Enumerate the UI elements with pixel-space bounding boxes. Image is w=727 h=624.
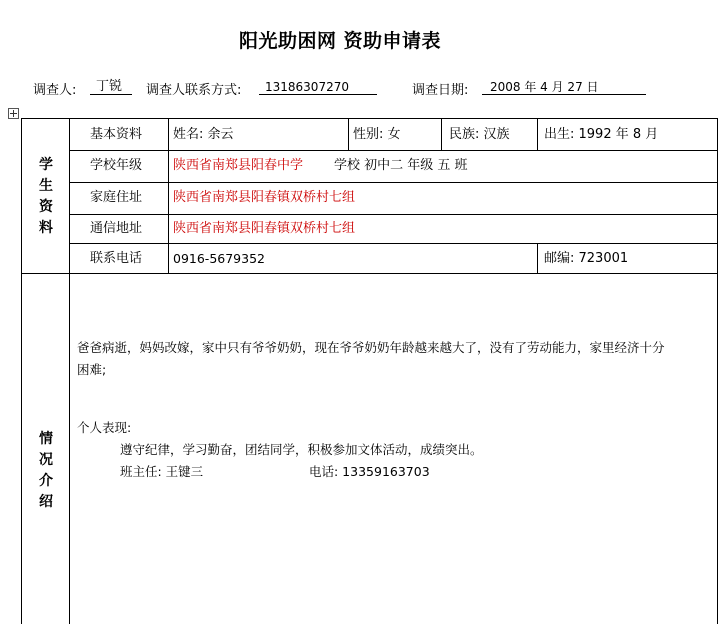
family-situation-line-1: 爸爸病逝，妈妈改嫁，家中只有爷爷奶奶，现在爷爷奶奶年龄越来越大了，没有了劳动能力，家里经济十分 — [77, 340, 665, 355]
phone-value: 0916-5679352 — [173, 251, 265, 266]
surveyor-contact-label: 调查人联系方式: — [146, 83, 242, 98]
performance-text: 遵守纪律，学习勤奋，团结同学，积极参加文体活动，成绩突出。 — [120, 442, 483, 457]
student-name: 姓名: 余云 — [173, 127, 234, 142]
head-teacher: 班主任: 王键三 — [120, 464, 204, 479]
surveyor-label: 调查人: — [33, 83, 77, 98]
school-grade-label: 学校年级 — [90, 158, 143, 173]
postcode-value: 邮编: 723001 — [544, 251, 629, 266]
survey-date-label: 调查日期: — [412, 83, 469, 98]
family-situation-line-2: 困难; — [77, 362, 107, 377]
label-column-divider — [168, 119, 169, 273]
school-name: 陕西省南郑县阳春中学 — [173, 158, 304, 173]
home-address-label: 家庭住址 — [90, 190, 143, 205]
school-grade-class: 学校 初中二 年级 五 班 — [334, 158, 468, 173]
cell-divider — [348, 119, 349, 150]
application-form-table — [21, 118, 718, 624]
head-teacher-phone: 电话: 13359163703 — [309, 464, 430, 479]
student-gender: 性别: 女 — [353, 127, 401, 142]
surveyor-value: 丁锐 — [90, 79, 132, 95]
survey-date-value: 2008 年 4 月 27 日 — [482, 79, 646, 95]
situation-heading: 情 况 介 绍 — [39, 431, 53, 510]
cell-divider — [441, 119, 442, 150]
form-title: 阳光助困网 资助申请表 — [238, 30, 442, 52]
performance-title: 个人表现: — [77, 420, 132, 435]
table-expand-icon[interactable] — [8, 108, 19, 119]
mailing-address-value: 陕西省南郑县阳春镇双桥村七组 — [173, 221, 356, 236]
cell-divider — [537, 243, 538, 273]
student-birth: 出生: 1992 年 8 月 — [544, 127, 659, 142]
home-address-value: 陕西省南郑县阳春镇双桥村七组 — [173, 190, 356, 205]
surveyor-contact-value: 13186307270 — [259, 79, 377, 95]
student-ethnicity: 民族: 汉族 — [449, 127, 510, 142]
cell-divider — [537, 119, 538, 150]
phone-label: 联系电话 — [90, 251, 143, 266]
student-info-heading: 学 生 资 料 — [39, 157, 53, 236]
mailing-address-label: 通信地址 — [90, 221, 143, 236]
basic-info-label: 基本资料 — [90, 127, 143, 142]
